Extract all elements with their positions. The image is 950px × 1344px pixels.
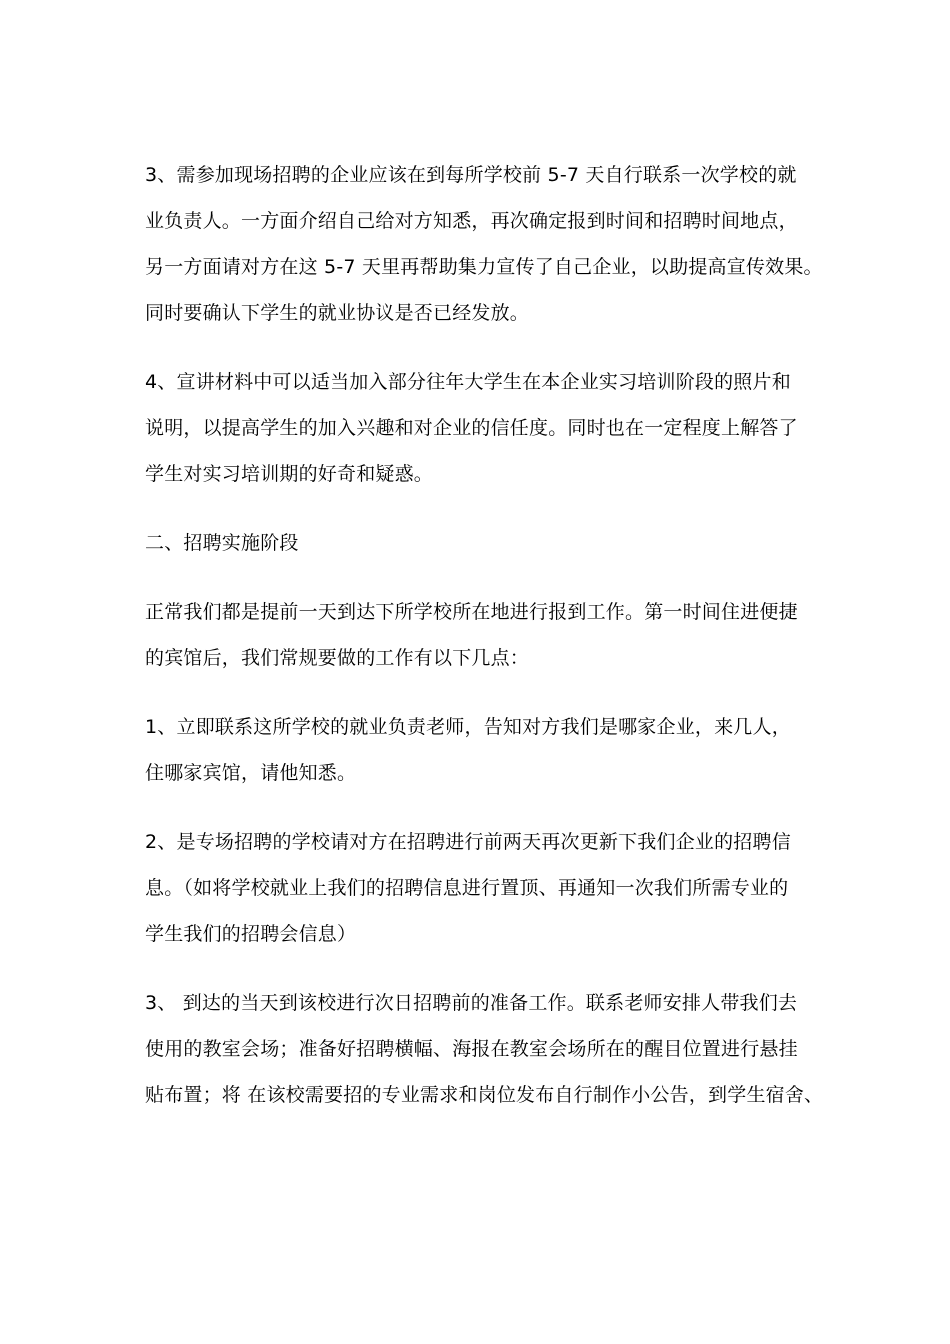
text-line: 的宾馆后，我们常规要做的工作有以下几点： — [145, 647, 530, 669]
paragraph-intro — [145, 589, 825, 681]
text-line: 学生我们的招聘会信息） — [145, 923, 357, 945]
paragraph-item-2 — [145, 819, 825, 957]
text-line: 1、立即联系这所学校的就业负责老师，告知对方我们是哪家企业，来几人， — [145, 716, 791, 738]
text-line: 业负责人。一方面介绍自己给对方知悉，再次确定报到时间和招聘时间地点， — [145, 210, 798, 232]
document-body — [145, 152, 825, 1141]
text-line: 使用的教室会场；准备好招聘横幅、海报在教室会场所在的醒目位置进行悬挂 — [145, 1038, 798, 1060]
paragraph-item-1 — [145, 704, 825, 796]
text-line: 息。（如将学校就业上我们的招聘信息进行置顶、再通知一次我们所需专业的 — [145, 877, 789, 899]
section-heading: 二、招聘实施阶段 — [145, 532, 299, 554]
text-line: 学生对实习培训期的好奇和疑惑。 — [145, 463, 434, 485]
text-line: 说明，以提高学生的加入兴趣和对企业的信任度。同时也在一定程度上解答了 — [145, 417, 798, 439]
text-line: 2、是专场招聘的学校请对方在招聘进行前两天再次更新下我们企业的招聘信 — [145, 831, 791, 853]
text-line: 另一方面请对方在这 5-7 天里再帮助集力宣传了自己企业，以助提高宣传效果。 — [145, 256, 823, 278]
text-line: 住哪家宾馆，请他知悉。 — [145, 762, 357, 784]
text-line: 3、需参加现场招聘的企业应该在到每所学校前 5-7 天自行联系一次学校的就 — [145, 164, 797, 186]
paragraph-item-3 — [145, 980, 825, 1118]
text-line: 贴布置；将 在该校需要招的专业需求和岗位发布自行制作小公告，到学生宿舍、 — [145, 1084, 824, 1106]
text-line: 正常我们都是提前一天到达下所学校所在地进行报到工作。第一时间住进便捷 — [145, 601, 798, 623]
text-line: 3、 到达的当天到该校进行次日招聘前的准备工作。联系老师安排人带我们去 — [145, 992, 798, 1014]
paragraph-step-3-contact-school — [145, 152, 825, 336]
text-line: 4、宣讲材料中可以适当加入部分往年大学生在本企业实习培训阶段的照片和 — [145, 371, 791, 393]
text-line: 同时要确认下学生的就业协议是否已经发放。 — [145, 302, 530, 324]
paragraph-step-4-presentation-materials — [145, 359, 825, 497]
section-heading-implementation — [145, 520, 825, 566]
